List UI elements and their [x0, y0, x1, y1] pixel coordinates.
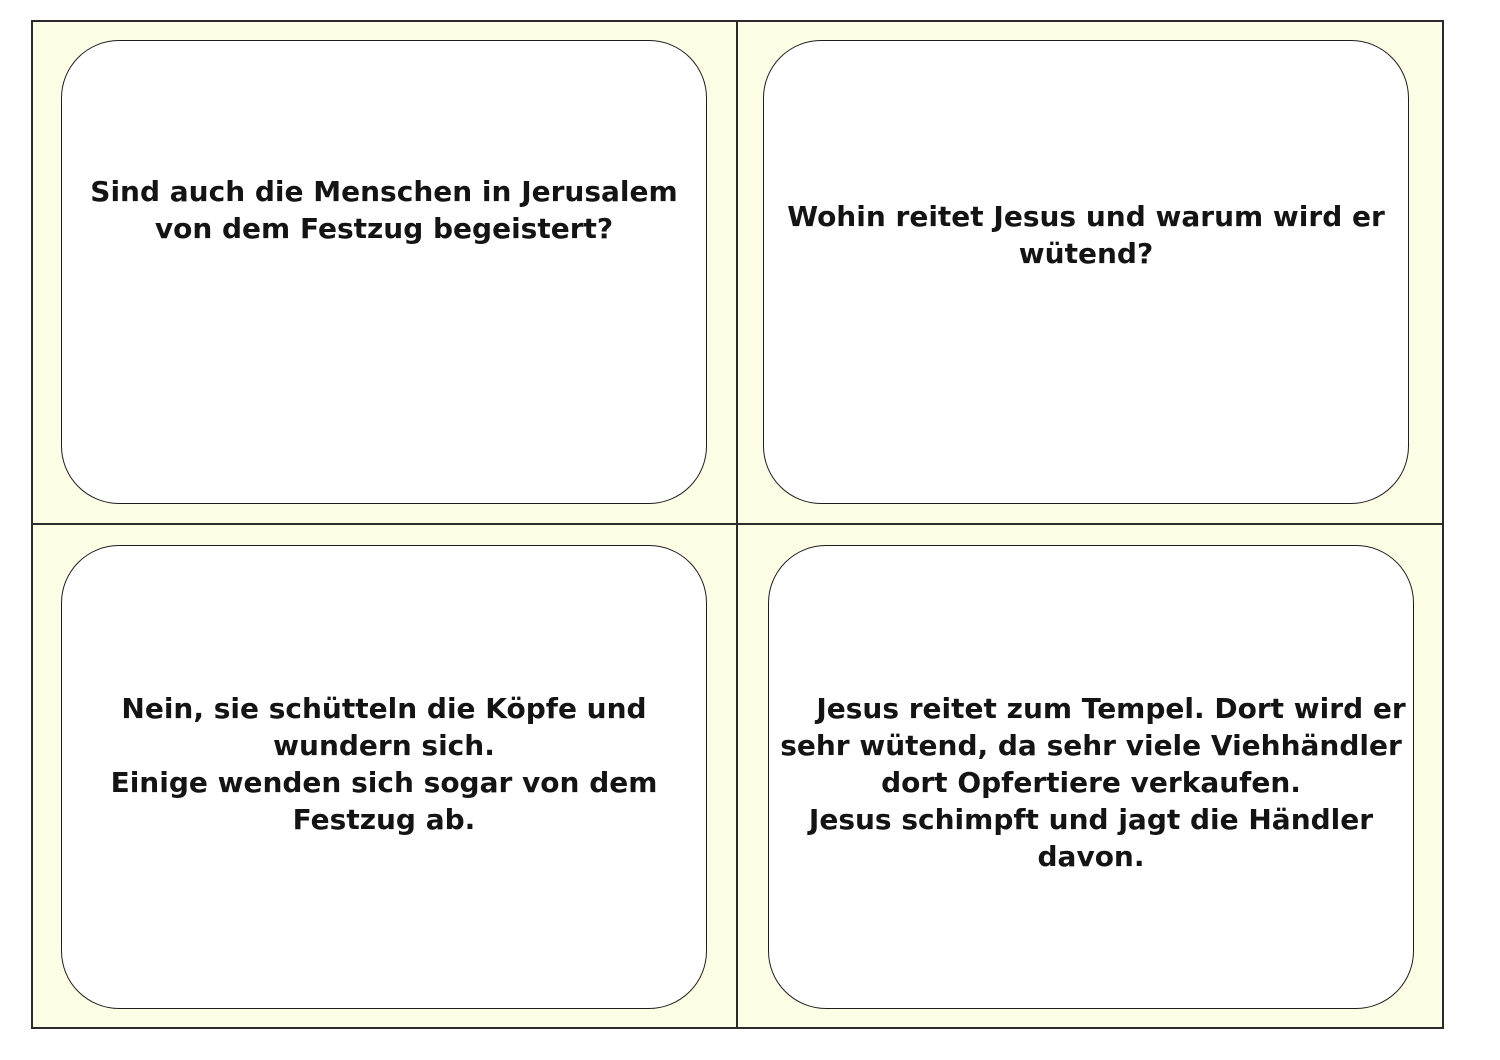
answer-text	[62, 690, 706, 838]
text-line: Nein, sie schütteln die Köpfe und	[121, 692, 647, 725]
text-line: dort Opfertiere verkaufen.	[881, 766, 1301, 799]
text-line: Wohin reitet Jesus und warum wird er	[787, 200, 1385, 233]
question-text	[764, 198, 1408, 272]
answer-card-tempel	[768, 545, 1414, 1009]
horizontal-cut-line	[31, 523, 1444, 525]
text-line: davon.	[1037, 840, 1145, 873]
text-line: wütend?	[1018, 237, 1154, 270]
text-line: Sind auch die Menschen in Jerusalem	[90, 175, 678, 208]
answer-card-jerusalem	[61, 545, 707, 1009]
text-line: Einige wenden sich sogar von dem	[110, 766, 658, 799]
text-line: von dem Festzug begeistert?	[154, 212, 614, 245]
text-line: wundern sich.	[273, 729, 495, 762]
text-line: sehr wütend, da sehr viele Viehhändler	[780, 729, 1402, 762]
answer-text	[769, 690, 1413, 875]
question-card-tempel	[763, 40, 1409, 504]
text-line: Jesus schimpft und jagt die Händler	[808, 803, 1374, 836]
question-card-jerusalem	[61, 40, 707, 504]
text-line: Festzug ab.	[292, 803, 476, 836]
question-text	[62, 173, 706, 247]
text-line: Jesus reitet zum Tempel. Dort wird er	[816, 692, 1406, 725]
